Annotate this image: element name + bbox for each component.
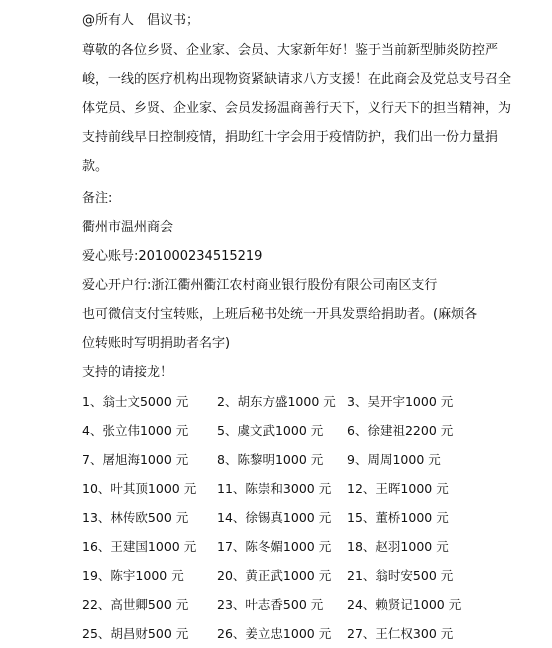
donor-number: 19、 <box>82 568 111 583</box>
donor-entry <box>217 445 347 474</box>
donor-entry <box>217 474 347 503</box>
donation-account: 爱心账号:201000234515219 <box>82 249 263 264</box>
donor-name: 胡东方盛 <box>237 394 288 409</box>
donor-number: 17、 <box>217 539 246 554</box>
donor-name: 陈黎明 <box>237 452 275 467</box>
donor-entry <box>347 619 487 648</box>
donor-amount: 1000 元 <box>274 423 324 438</box>
donor-name: 董桥 <box>375 510 401 525</box>
donor-row <box>82 590 542 619</box>
donor-name: 姜立忠 <box>245 626 283 641</box>
donor-number: 3、 <box>347 394 368 409</box>
donor-number: 20、 <box>217 568 246 583</box>
donor-number: 15、 <box>347 510 376 525</box>
donor-number: 18、 <box>347 539 376 554</box>
donor-amount: 500 元 <box>147 597 189 612</box>
donor-amount: 1000 元 <box>400 510 449 525</box>
donor-name: 黄正武 <box>245 568 283 583</box>
donor-amount: 500 元 <box>147 626 189 641</box>
donor-amount: 5000 元 <box>139 394 189 409</box>
donor-number: 10、 <box>82 481 111 496</box>
donor-row <box>82 474 542 503</box>
donor-entry <box>82 561 217 590</box>
donation-bank: 爱心开户行:浙江衢州衢江农村商业银行股份有限公司南区支行 <box>82 278 438 293</box>
donor-entry <box>82 445 217 474</box>
organization-name: 衢州市温州商会 <box>82 220 174 235</box>
donor-number: 24、 <box>347 597 376 612</box>
donor-name: 吴开宇 <box>367 394 405 409</box>
donor-row <box>82 532 542 561</box>
donor-name: 赵羽 <box>375 539 401 554</box>
donor-entry <box>217 532 347 561</box>
donor-amount: 1000 元 <box>139 423 189 438</box>
donor-entry <box>217 619 347 648</box>
donor-number: 26、 <box>217 626 246 641</box>
donor-row <box>82 503 542 532</box>
donor-amount: 1000 元 <box>282 510 332 525</box>
donor-name: 屠旭海 <box>102 452 140 467</box>
donor-entry <box>217 561 347 590</box>
donor-name: 徐锡真 <box>245 510 283 525</box>
donor-row <box>82 619 542 648</box>
donor-number: 2、 <box>217 394 238 409</box>
donor-number: 5、 <box>217 423 238 438</box>
donor-amount: 1000 元 <box>287 394 336 409</box>
donor-entry <box>82 416 217 445</box>
donor-number: 4、 <box>82 423 103 438</box>
donor-row <box>82 561 542 590</box>
appeal-paragraph: 尊敬的各位乡贤、企业家、会员、大家新年好！鉴于当前新型肺炎防控严峻，一线的医疗机构出现物资紧缺请求八方支援！在此商会及党总支号召全体党员、乡贤、企业家、会员发扬温商善行天下，义行天下的担当精神，为支持前线早日控制疫情，捐助红十字会用于疫情防护，我们出一份力量捐款。 <box>82 43 512 174</box>
donor-amount: 1000 元 <box>400 481 449 496</box>
donor-number: 14、 <box>217 510 246 525</box>
donor-number: 11、 <box>217 481 246 496</box>
donor-row <box>82 445 542 474</box>
donor-amount: 1000 元 <box>147 539 197 554</box>
donor-row <box>82 387 542 416</box>
donor-name: 周周 <box>367 452 393 467</box>
donor-name: 王仁权 <box>375 626 413 641</box>
donor-number: 22、 <box>82 597 111 612</box>
donor-row <box>82 416 542 445</box>
donor-amount: 1000 元 <box>282 539 332 554</box>
donor-amount: 1000 元 <box>282 626 332 641</box>
donor-entry <box>347 387 487 416</box>
donor-amount: 1000 元 <box>282 568 332 583</box>
donor-amount: 2200 元 <box>404 423 454 438</box>
donor-amount: 500 元 <box>282 597 324 612</box>
donor-amount: 500 元 <box>147 510 189 525</box>
donor-amount: 1000 元 <box>135 568 184 583</box>
donor-name: 翁士文 <box>102 394 140 409</box>
donor-name: 胡昌财 <box>110 626 148 641</box>
donor-name: 徐建祖 <box>367 423 405 438</box>
donor-entry <box>217 590 347 619</box>
donor-number: 16、 <box>82 539 111 554</box>
donor-entry <box>347 445 487 474</box>
donor-amount: 1000 元 <box>139 452 189 467</box>
donor-entry <box>217 416 347 445</box>
donor-amount: 1000 元 <box>404 394 454 409</box>
donor-entry <box>347 590 487 619</box>
donor-amount: 3000 元 <box>282 481 332 496</box>
donor-number: 21、 <box>347 568 376 583</box>
donor-number: 23、 <box>217 597 246 612</box>
donor-name: 王晖 <box>375 481 401 496</box>
donor-name: 王建国 <box>110 539 148 554</box>
donor-entry <box>217 503 347 532</box>
donor-number: 9、 <box>347 452 368 467</box>
donor-number: 27、 <box>347 626 376 641</box>
donor-number: 6、 <box>347 423 368 438</box>
donor-name: 张立伟 <box>102 423 140 438</box>
donor-number: 7、 <box>82 452 103 467</box>
donor-name: 陈宇 <box>110 568 136 583</box>
donor-name: 陈崇和 <box>245 481 283 496</box>
donor-name: 赖贤记 <box>375 597 413 612</box>
donor-entry <box>347 532 487 561</box>
donor-entry <box>82 619 217 648</box>
donor-entry <box>347 416 487 445</box>
donor-amount: 300 元 <box>412 626 454 641</box>
support-heading: 支持的请接龙！ <box>82 365 174 380</box>
donor-amount: 1000 元 <box>412 597 462 612</box>
donor-number: 25、 <box>82 626 111 641</box>
donor-name: 叶其顶 <box>110 481 148 496</box>
donor-name: 叶志香 <box>245 597 283 612</box>
donor-entry <box>347 474 487 503</box>
donor-number: 12、 <box>347 481 376 496</box>
donor-name: 高世卿 <box>110 597 148 612</box>
alternative-payment-note: 也可微信支付宝转账，上班后秘书处统一开具发票给捐助者。(麻烦各位转账时写明捐助者名字) <box>82 307 478 351</box>
donor-entry <box>347 561 487 590</box>
donor-name: 虞文武 <box>237 423 275 438</box>
donor-amount: 1000 元 <box>400 539 449 554</box>
donor-entry <box>82 474 217 503</box>
donor-amount: 1000 元 <box>392 452 441 467</box>
donor-entry <box>82 387 217 416</box>
donor-entry <box>347 503 487 532</box>
donor-list <box>82 387 542 648</box>
donor-entry <box>217 387 347 416</box>
document-header: @所有人 倡议书； <box>82 13 200 28</box>
donor-entry <box>82 590 217 619</box>
donor-amount: 500 元 <box>412 568 454 583</box>
donor-entry <box>82 503 217 532</box>
donor-name: 陈冬媚 <box>245 539 283 554</box>
donor-number: 13、 <box>82 510 111 525</box>
donor-name: 翁时安 <box>375 568 413 583</box>
donor-number: 8、 <box>217 452 238 467</box>
donor-entry <box>82 532 217 561</box>
donor-amount: 1000 元 <box>147 481 197 496</box>
donor-amount: 1000 元 <box>274 452 324 467</box>
donor-name: 林传欧 <box>110 510 148 525</box>
donor-number: 1、 <box>82 394 103 409</box>
note-label: 备注: <box>82 191 113 206</box>
